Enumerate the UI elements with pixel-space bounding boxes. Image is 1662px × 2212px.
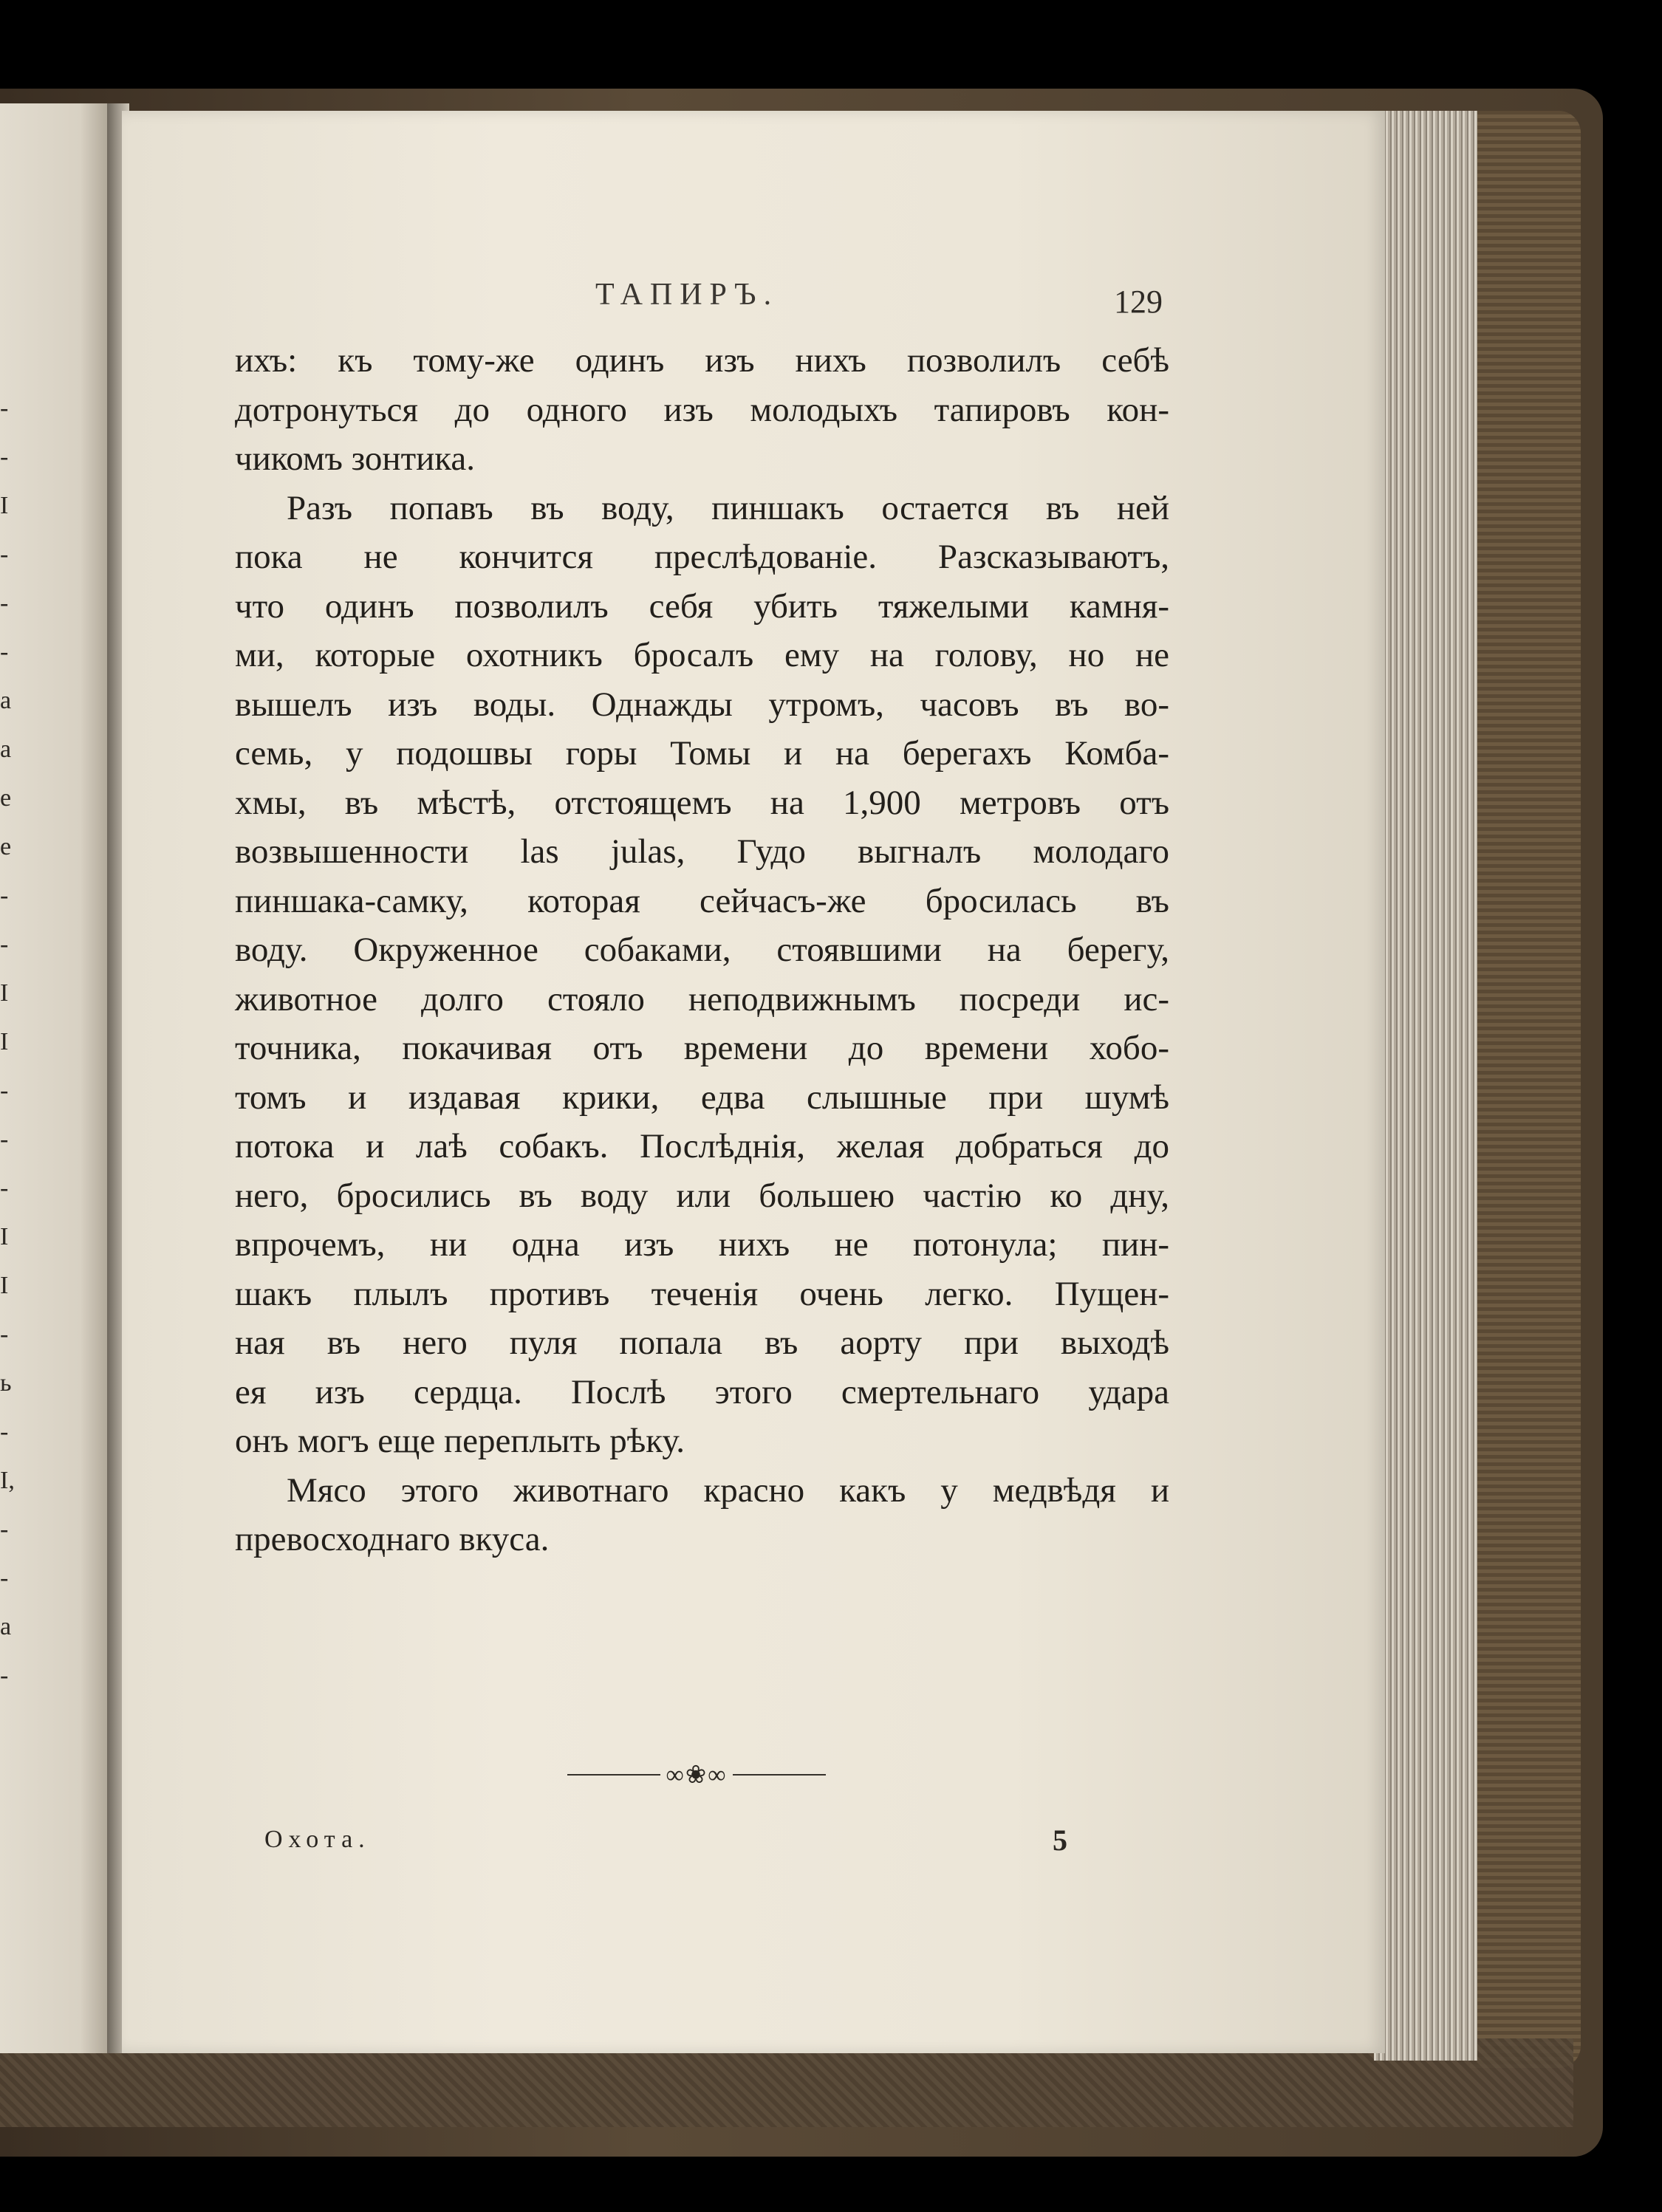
text-line: чикомъ зонтика. (235, 439, 476, 478)
footer-signature-number: 5 (1053, 1824, 1067, 1857)
text-line: превосходнаго вкуса. (235, 1520, 550, 1558)
left-edge-char: е (0, 833, 12, 860)
left-edge-char: I (0, 1223, 9, 1250)
left-edge-char: I (0, 492, 9, 519)
left-edge-char: а (0, 687, 12, 714)
left-edge-char: - (0, 589, 9, 617)
text-line: хмы, въ мѣстѣ, отстоящемъ на 1,900 метровъ отъ (235, 783, 1169, 822)
left-edge-char: - (0, 1516, 9, 1543)
left-edge-char: - (0, 882, 9, 909)
text-line: точника, покачивая отъ времени до времени хобо- (235, 1029, 1169, 1067)
text-line: что одинъ позволилъ себя убить тяжелыми камня- (235, 586, 1169, 626)
text-line: Разъ попавъ въ воду, пиншакъ остается въ ней (287, 488, 1169, 527)
text-line: дотронуться до одного изъ молодыхъ тапировъ кон- (235, 390, 1169, 429)
text-line: пока не кончится преслѣдованіе. Разсказываютъ, (235, 538, 1169, 576)
text-line: шакъ плылъ противъ теченія очень легко. Пущен- (235, 1274, 1169, 1313)
text-line: семь, у подошвы горы Томы и на берегахъ Комба- (235, 734, 1169, 773)
page-edges (1374, 111, 1477, 2061)
left-edge-char: - (0, 1564, 9, 1592)
text-line: пиншака-самку, которая сейчасъ-же бросилась въ (235, 881, 1169, 920)
text-line: Мясо этого животнаго красно какъ у медвѣдя и (287, 1470, 1169, 1510)
text-line: животное долго стояло неподвижнымъ посреди ис- (235, 979, 1169, 1018)
left-edge-char: I (0, 1028, 9, 1055)
left-edge-char: - (0, 931, 9, 958)
left-edge-char: - (0, 1418, 9, 1445)
text-line: томъ и издавая крики, едва слышные при шумѣ (235, 1078, 1169, 1117)
left-edge-char: е (0, 784, 12, 812)
text-line: воду. Окруженное собаками, стоявшими на берегу, (235, 931, 1169, 969)
text-line: впрочемъ, ни одна изъ нихъ не потонула; пин- (235, 1225, 1169, 1264)
left-edge-char: I (0, 1272, 9, 1299)
text-line: ми, которые охотникъ бросалъ ему на голову, но не (235, 636, 1169, 674)
fleuron-rule-left (567, 1774, 660, 1776)
left-edge-char: ь (0, 1369, 12, 1397)
text-line: него, бросились въ воду или большею частію ко дну, (235, 1176, 1169, 1215)
left-edge-char: I, (0, 1467, 15, 1494)
left-edge-char: - (0, 394, 9, 422)
text-line: потока и лаѣ собакъ. Послѣднія, желая добраться до (235, 1127, 1169, 1165)
left-edge-char: - (0, 541, 9, 568)
left-page (0, 103, 114, 2053)
left-edge-char: I (0, 979, 9, 1007)
text-line: ихъ: къ тому-же одинъ изъ нихъ позволилъ себѣ (235, 341, 1169, 380)
text-line: ная въ него пуля попала въ аорту при выходѣ (235, 1324, 1169, 1362)
left-edge-char: - (0, 638, 9, 665)
left-edge-char: - (0, 1077, 9, 1104)
left-edge-char: а (0, 1613, 12, 1640)
body-text (235, 336, 1169, 1564)
left-page-edge-text (0, 384, 22, 1700)
left-edge-char: - (0, 1174, 9, 1202)
text-line: вышелъ изъ воды. Однажды утромъ, часовъ въ во- (235, 685, 1169, 724)
book-spine-cloth (1470, 111, 1581, 2068)
fleuron-rule-right (733, 1774, 826, 1776)
page-number: 129 (1114, 284, 1163, 320)
text-line: ея изъ сердца. Послѣ этого смертельнаго удара (235, 1372, 1169, 1411)
running-head: ТАПИРЪ. (595, 278, 779, 312)
left-edge-char: - (0, 443, 9, 470)
footer-signature-title: Охота. (264, 1826, 371, 1853)
left-edge-char: - (0, 1321, 9, 1348)
text-line: возвышенности las julas, Гудо выгналъ молодаго (235, 832, 1169, 871)
fleuron-ornament (567, 1760, 826, 1790)
left-edge-char: - (0, 1662, 9, 1689)
left-edge-char: а (0, 736, 12, 763)
fleuron-icon: ∞❀∞ (666, 1761, 728, 1789)
left-edge-char: - (0, 1126, 9, 1153)
text-line: онъ могъ еще переплыть рѣку. (235, 1422, 685, 1460)
